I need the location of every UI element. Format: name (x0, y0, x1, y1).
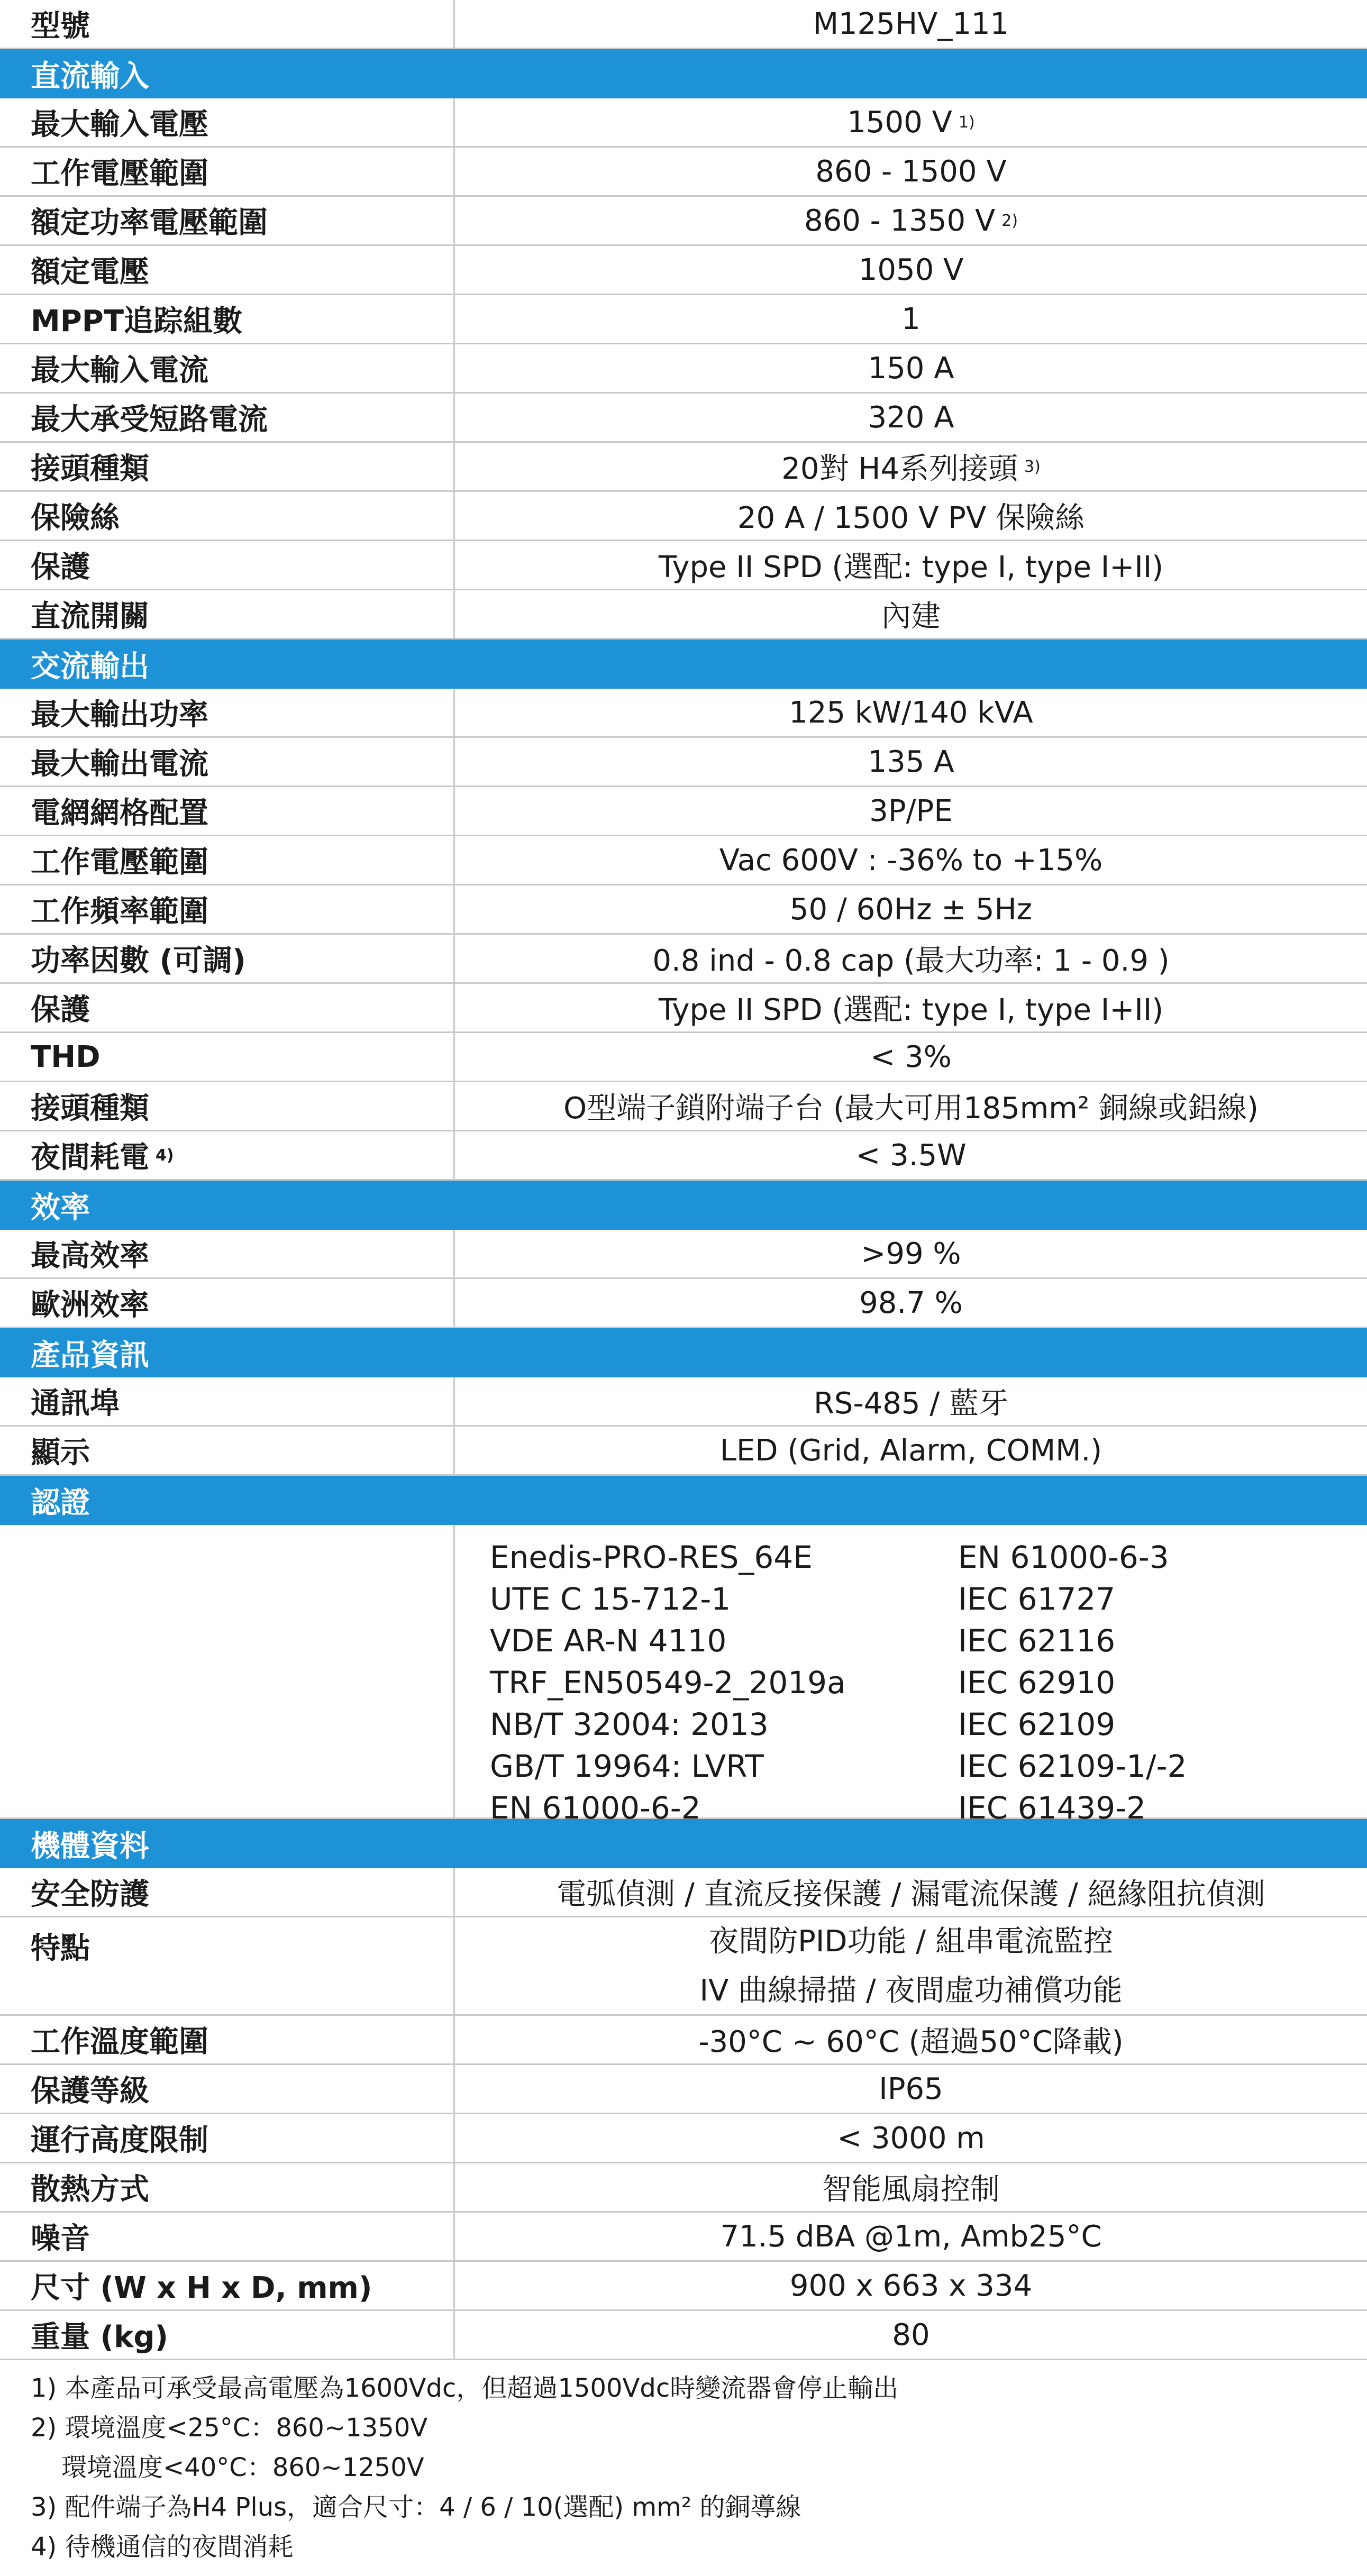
spec-row (0, 689, 1367, 738)
certification-item: IEC 62116 (958, 1623, 1116, 1659)
row-label: MPPT追踪組數 (0, 295, 455, 343)
row-value: 71.5 dBA @1m, Amb25°C (720, 2219, 1102, 2254)
spec-row (0, 1230, 1367, 1279)
value-text: 860 - 1350 V (804, 203, 996, 238)
spec-row (0, 2311, 1367, 2360)
spec-row (0, 197, 1367, 246)
feature-line: 夜間防PID功能 / 組串電流監控 (709, 1924, 1113, 1959)
row-label: 接頭種類 (0, 443, 455, 490)
row-label: 尺寸 (W x H x D, mm) (0, 2262, 455, 2309)
row-label: 保險絲 (0, 492, 455, 540)
row-label: 接頭種類 (0, 1082, 455, 1130)
row-label-empty (0, 1525, 455, 1817)
spec-row (0, 2262, 1367, 2311)
row-value: < 3.5W (855, 1138, 967, 1173)
row-value: 150 A (868, 351, 954, 386)
spec-row-features (0, 1917, 1367, 2016)
section-header-ac-output: 交流輸出 (0, 640, 1367, 689)
row-label: 最大輸入電流 (0, 344, 455, 392)
certification-item: IEC 62109 (958, 1706, 1116, 1742)
certification-item: UTE C 15-712-1 (490, 1581, 731, 1617)
spec-row (0, 2114, 1367, 2163)
row-label: 保護等級 (0, 2065, 455, 2113)
spec-row (0, 541, 1367, 590)
row-label: 額定功率電壓範圍 (0, 197, 455, 244)
spec-row (0, 738, 1367, 787)
row-label: 最大輸出功率 (0, 689, 455, 736)
spec-row (0, 2163, 1367, 2213)
certification-item: EN 61000-6-3 (958, 1539, 1169, 1575)
row-label: 工作溫度範圍 (0, 2016, 455, 2063)
spec-row (0, 1033, 1367, 1082)
row-value: 125 kW/140 kVA (789, 695, 1033, 730)
spec-row (0, 295, 1367, 344)
row-label: 最高效率 (0, 1230, 455, 1277)
value-text: 1500 V (847, 105, 952, 140)
row-value: 320 A (868, 400, 954, 435)
label-text: 夜間耗電 (31, 1140, 149, 1175)
row-value: 1050 V (858, 252, 964, 287)
certification-item: GB/T 19964: LVRT (490, 1748, 764, 1784)
row-label: 歐洲效率 (0, 1279, 455, 1327)
row-label: 工作頻率範圍 (0, 885, 455, 933)
spec-row (0, 394, 1367, 443)
row-value: 0.8 ind - 0.8 cap (最大功率: 1 - 0.9 ) (652, 944, 1170, 978)
section-header-mechanical: 機體資料 (0, 1819, 1367, 1868)
row-label: 功率因數 (可調) (0, 935, 455, 982)
row-label: 保護 (0, 984, 455, 1031)
footnote-2-continued: 環境溫度<40°C：860~1250V (61, 2453, 424, 2482)
spec-row (0, 1082, 1367, 1131)
spec-row (0, 1279, 1367, 1328)
spec-row (0, 1868, 1367, 1917)
row-label: 型號 (0, 0, 455, 48)
spec-row (0, 98, 1367, 148)
certification-item: TRF_EN50549-2_2019a (490, 1665, 846, 1701)
footnote-marker: 4) (156, 1146, 174, 1165)
feature-line: IV 曲線掃描 / 夜間虛功補償功能 (699, 1973, 1123, 2008)
row-label: 最大輸入電壓 (0, 98, 455, 146)
spec-row (0, 344, 1367, 394)
certification-row (0, 1525, 1367, 1826)
row-value: Type II SPD (選配: type I, type I+II) (658, 550, 1164, 584)
row-label: THD (0, 1033, 455, 1081)
row-label: 散熱方式 (0, 2163, 455, 2211)
row-label (0, 1131, 455, 1179)
row-value: 智能風扇控制 (822, 2172, 1000, 2207)
row-label: 工作電壓範圍 (0, 836, 455, 884)
spec-row (0, 2016, 1367, 2065)
row-label: 直流開關 (0, 590, 455, 638)
row-label: 最大承受短路電流 (0, 394, 455, 441)
row-value: 內建 (881, 599, 941, 634)
value-text: 20對 H4系列接頭 (781, 452, 1018, 486)
row-value: -30°C ~ 60°C (超過50°C降載) (698, 2025, 1124, 2059)
certification-item: IEC 62910 (958, 1665, 1116, 1701)
row-value: 50 / 60Hz ± 5Hz (789, 892, 1033, 927)
row-value: 135 A (868, 744, 954, 779)
footnote-marker: 3) (1024, 457, 1041, 476)
row-label: 重量 (kg) (0, 2311, 455, 2359)
row-label: 最大輸出電流 (0, 738, 455, 785)
row-label: 電網網格配置 (0, 787, 455, 835)
certification-item: NB/T 32004: 2013 (490, 1706, 769, 1742)
row-label: 保護 (0, 541, 455, 589)
certification-item: IEC 62109-1/-2 (958, 1748, 1187, 1784)
spec-row (0, 1131, 1367, 1181)
footnote-marker: 2) (1001, 211, 1018, 230)
row-value: 電弧偵測 / 直流反接保護 / 漏電流保護 / 絕緣阻抗偵測 (557, 1877, 1265, 1912)
row-label: 工作電壓範圍 (0, 148, 455, 195)
certification-list (455, 1525, 1367, 1826)
footnote-4: 4) 待機通信的夜間消耗 (31, 2532, 294, 2562)
row-label: 噪音 (0, 2213, 455, 2260)
spec-row (0, 148, 1367, 197)
section-header-efficiency: 效率 (0, 1181, 1367, 1230)
row-value: 98.7 % (859, 1285, 963, 1320)
certification-item: IEC 61727 (958, 1581, 1116, 1617)
spec-row (0, 443, 1367, 492)
row-value: LED (Grid, Alarm, COMM.) (719, 1433, 1102, 1468)
spec-row (0, 787, 1367, 836)
footnote-3: 3) 配件端子為H4 Plus，適合尺寸：4 / 6 / 10(選配) mm² 的銅導線 (31, 2492, 801, 2522)
footnote-1: 1) 本產品可承受最高電壓為1600Vdc，但超過1500Vdc時變流器會停止輸出 (31, 2373, 899, 2403)
row-value: >99 % (861, 1236, 961, 1271)
row-label: 通訊埠 (0, 1377, 455, 1425)
row-value: RS-485 / 藍牙 (813, 1386, 1009, 1421)
row-value (455, 98, 1367, 146)
spec-row (0, 2065, 1367, 2114)
spec-row (0, 492, 1367, 541)
row-value (455, 443, 1367, 490)
row-label: 運行高度限制 (0, 2114, 455, 2162)
row-value-multiline (455, 1917, 1367, 2014)
row-value: 1 (901, 302, 921, 336)
spec-row (0, 1427, 1367, 1476)
footnote-2: 2) 環境溫度<25°C：860~1350V (31, 2413, 428, 2443)
row-value: 3P/PE (869, 793, 953, 828)
footnote-marker: 1) (958, 113, 975, 132)
row-value (455, 197, 1367, 244)
certification-column-left (490, 1537, 958, 1826)
row-value: 80 (892, 2317, 930, 2352)
spec-row (0, 935, 1367, 984)
certification-item: EN 61000-6-2 (490, 1790, 701, 1826)
spec-row (0, 590, 1367, 640)
model-row (0, 0, 1367, 49)
spec-row (0, 1377, 1367, 1427)
section-header-certification: 認證 (0, 1476, 1367, 1525)
row-value: IP65 (879, 2071, 943, 2106)
certification-item: VDE AR-N 4110 (490, 1623, 727, 1659)
row-label: 安全防護 (0, 1868, 455, 1916)
row-value: M125HV_111 (813, 6, 1009, 41)
certification-item: Enedis-PRO-RES_64E (490, 1539, 813, 1575)
row-value: Type II SPD (選配: type I, type I+II) (658, 993, 1164, 1027)
row-label: 特點 (0, 1917, 455, 2014)
row-label: 顯示 (0, 1427, 455, 1474)
row-value: 900 x 663 x 334 (789, 2268, 1033, 2303)
spec-row (0, 246, 1367, 295)
footnotes (0, 2360, 1367, 2567)
row-value: Vac 600V : -36% to +15% (719, 843, 1103, 878)
spec-row (0, 885, 1367, 935)
row-value: 860 - 1500 V (815, 154, 1007, 189)
row-label: 額定電壓 (0, 246, 455, 294)
spec-row (0, 984, 1367, 1033)
certification-column-right (958, 1537, 1187, 1826)
section-header-product-info: 產品資訊 (0, 1328, 1367, 1377)
spec-row (0, 2213, 1367, 2262)
section-header-dc-input: 直流輸入 (0, 49, 1367, 98)
row-value: < 3000 m (837, 2121, 985, 2155)
spec-row (0, 836, 1367, 885)
row-value: < 3% (870, 1039, 952, 1074)
certification-item: IEC 61439-2 (958, 1790, 1146, 1826)
row-value: 20 A / 1500 V PV 保險絲 (737, 501, 1085, 535)
row-value: O型端子鎖附端子台 (最大可用185mm² 銅線或鋁線) (563, 1091, 1259, 1126)
